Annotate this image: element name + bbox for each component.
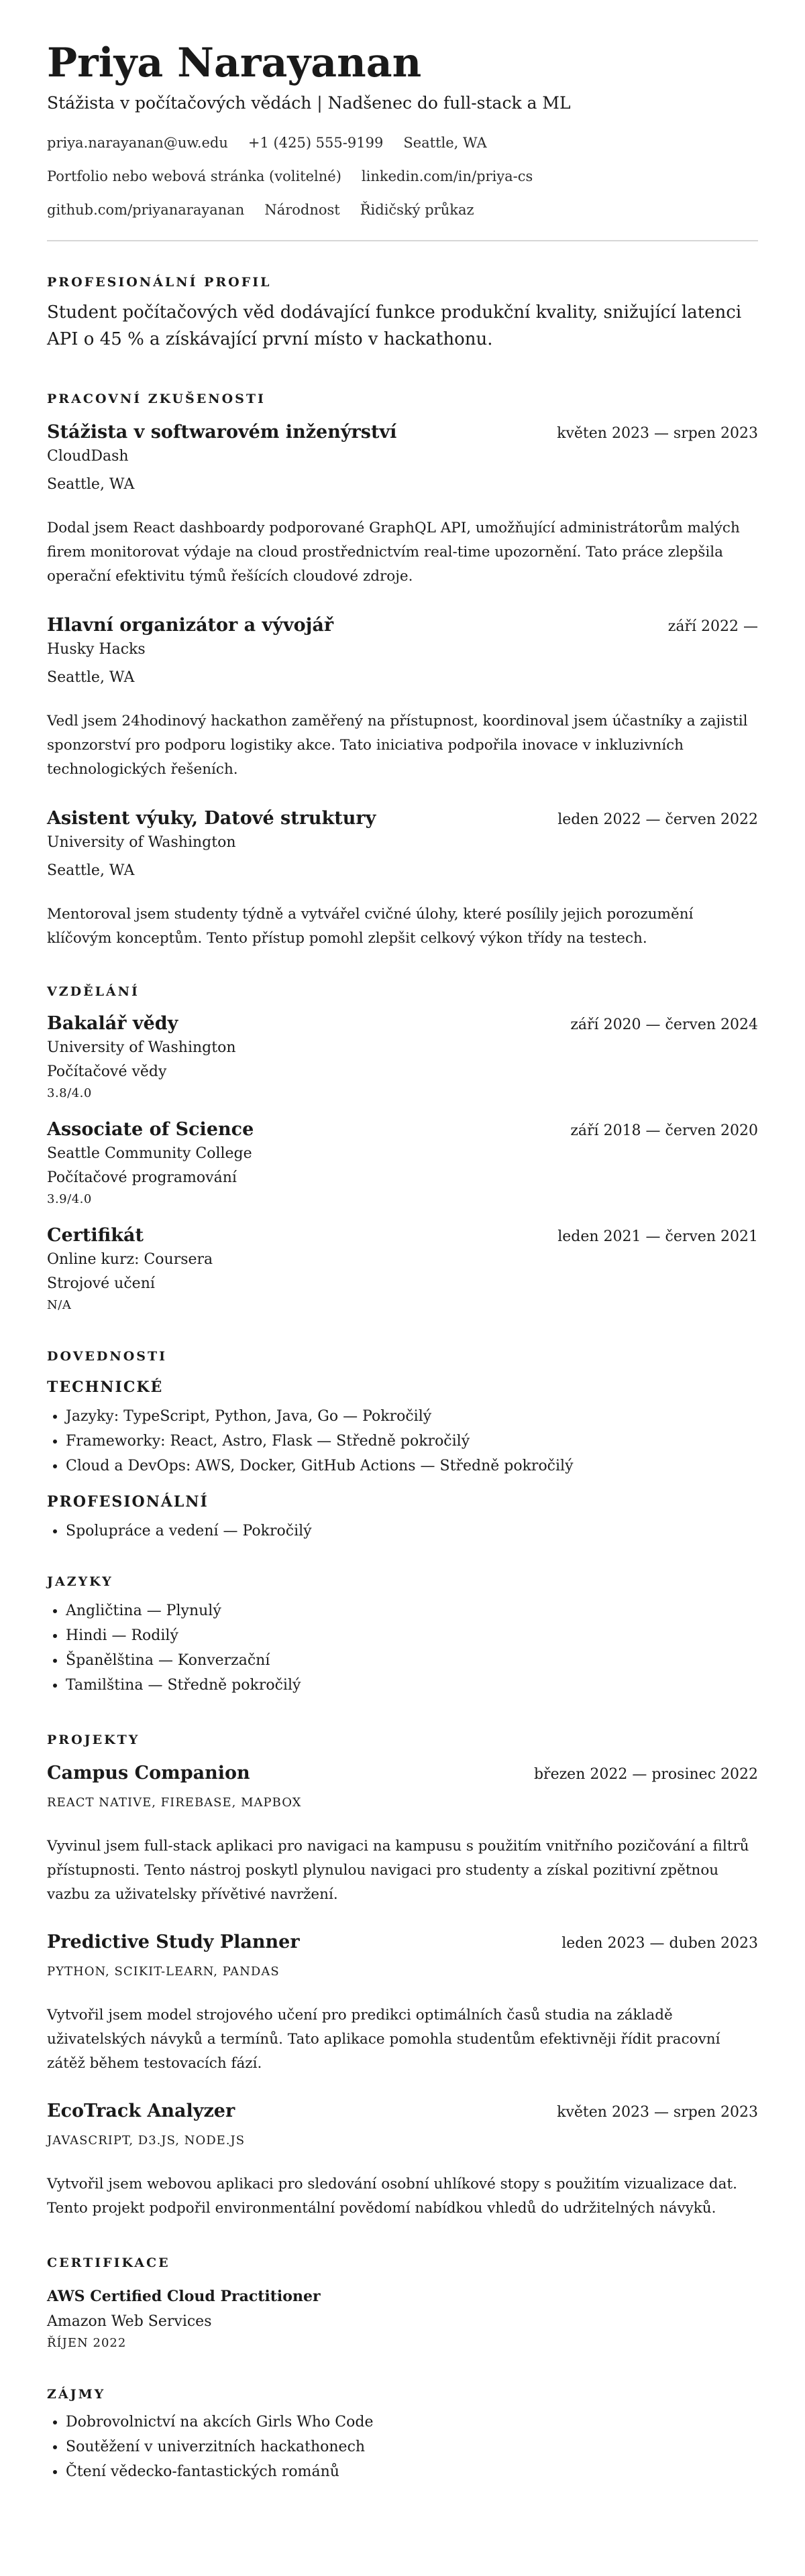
section-title-certifications: CERTIFIKACE bbox=[47, 2256, 170, 2270]
contact-location: Seattle, WA bbox=[403, 135, 487, 151]
project-entry-header bbox=[47, 2100, 758, 2124]
candidate-tagline: Stážista v počítačových vědách | Nadšenec do full-stack a ML bbox=[47, 93, 571, 113]
contact-line-3 bbox=[47, 198, 758, 221]
resume-header bbox=[47, 39, 758, 221]
skills-professional-heading: PROFESIONÁLNÍ bbox=[47, 1493, 209, 1511]
list-item: • Čtení vědecko-fantastických románů bbox=[66, 2459, 758, 2484]
experience-description: Mentoroval jsem studenty týdně a vytvářel cvičné úlohy, které posílily jejich porozumění klíčovým konceptům. Tento přístup pomohl zlepšit celkový výkon třídy na testech. bbox=[47, 906, 694, 947]
section-title-skills: DOVEDNOSTI bbox=[47, 1349, 168, 1364]
experience-entry bbox=[47, 807, 758, 951]
project-description: Vyvinul jsem full-stack aplikaci pro navigaci na kampusu s použitím vnitřního pozičování a filtrů přístupnosti. Tento nástroj poskytl plynulou navigaci pro studenty a získal pozitivní zpětnou vazbu za uživatelsky přívětivé navržení. bbox=[47, 1838, 749, 1903]
interests-list bbox=[47, 2410, 758, 2484]
experience-date: září 2022 — bbox=[667, 618, 758, 635]
list-item: • Dobrovolnictví na akcích Girls Who Code bbox=[66, 2410, 758, 2435]
education-entry-header bbox=[47, 1224, 758, 1248]
skills-section bbox=[47, 1349, 758, 1543]
project-tech-stack: PYTHON, SCIKIT-LEARN, PANDAS bbox=[47, 1965, 280, 1979]
list-item: • Španělština — Konverzační bbox=[66, 1648, 758, 1673]
project-description: Vytvořil jsem webovou aplikaci pro sledování osobní uhlíkové stopy s použitím vizualizace dat. Tento projekt podpořil environmentální povědomí nabídkou vhledů do udržitelných návyků. bbox=[47, 2176, 737, 2217]
profile-summary: Student počítačových věd dodávající funkce produkční kvality, snižující latenci API o 45 % a získávající první místo v hackathonu. bbox=[47, 302, 742, 349]
education-grade: 3.8/4.0 bbox=[47, 1086, 92, 1100]
education-field: Počítačové vědy bbox=[47, 1063, 167, 1080]
list-item: • Soutěžení v univerzitních hackathonech bbox=[66, 2435, 758, 2459]
skills-professional-list bbox=[47, 1519, 758, 1543]
education-grade: N/A bbox=[47, 1298, 72, 1312]
education-entry bbox=[47, 1224, 758, 1315]
project-name: Predictive Study Planner bbox=[47, 1932, 300, 1952]
contact-portfolio[interactable]: Portfolio nebo webová stránka (volitelné) bbox=[47, 168, 341, 184]
experience-entry bbox=[47, 421, 758, 589]
project-entry bbox=[47, 1931, 758, 2076]
contact-drivers-license: Řidičský průkaz bbox=[360, 202, 474, 218]
experience-role: Hlavní organizátor a vývojář bbox=[47, 615, 334, 636]
certification-date: ŘÍJEN 2022 bbox=[47, 2336, 127, 2350]
project-entry-header bbox=[47, 1762, 758, 1786]
project-name: EcoTrack Analyzer bbox=[47, 2101, 235, 2121]
experience-role: Stážista v softwarovém inženýrství bbox=[47, 422, 397, 443]
education-field: Počítačové programování bbox=[47, 1169, 237, 1186]
list-item: • Hindi — Rodilý bbox=[66, 1623, 758, 1648]
experience-description: Dodal jsem React dashboardy podporované GraphQL API, umožňující administrátorům malých firem monitorovat výdaje na cloud prostřednictvím real-time upozornění. Tato práce zlepšila operační efektivitu týmů řešících cloudové zdroje. bbox=[47, 520, 740, 585]
contact-github[interactable]: github.com/priyanarayanan bbox=[47, 202, 245, 218]
section-title-projects: PROJEKTY bbox=[47, 1733, 140, 1747]
education-date: leden 2021 — červen 2021 bbox=[557, 1228, 758, 1245]
education-degree: Certifikát bbox=[47, 1225, 144, 1246]
education-entry bbox=[47, 1012, 758, 1104]
list-item: • Tamilština — Středně pokročilý bbox=[66, 1673, 758, 1698]
certification-name: AWS Certified Cloud Practitioner bbox=[47, 2288, 321, 2305]
project-description: Vytvořil jsem model strojového učení pro predikci optimálních časů studia na základě uživatelských návyků a termínů. Tato aplikace pomohla studentům efektivněji řídit pracovní zátěž během testovacích fází. bbox=[47, 2007, 720, 2072]
contact-linkedin[interactable]: linkedin.com/in/priya-cs bbox=[361, 168, 533, 184]
experience-company: University of Washington bbox=[47, 834, 236, 851]
contact-nationality: Národnost bbox=[264, 202, 340, 218]
experience-entry-header bbox=[47, 807, 758, 831]
skills-technical-heading: TECHNICKÉ bbox=[47, 1379, 164, 1396]
candidate-name: Priya Narayanan bbox=[47, 40, 422, 86]
project-date: květen 2023 — srpen 2023 bbox=[557, 2104, 758, 2121]
experience-role: Asistent výuky, Datové struktury bbox=[47, 808, 376, 829]
contact-line-1 bbox=[47, 131, 758, 154]
experience-section bbox=[47, 392, 758, 951]
section-title-profile: PROFESIONÁLNÍ PROFIL bbox=[47, 275, 272, 290]
languages-list bbox=[47, 1598, 758, 1698]
contact-email[interactable]: priya.narayanan@uw.edu bbox=[47, 135, 228, 151]
project-date: leden 2023 — duben 2023 bbox=[561, 1935, 758, 1952]
certification-entry bbox=[47, 2285, 758, 2353]
project-tech-stack: REACT NATIVE, FIREBASE, MAPBOX bbox=[47, 1796, 302, 1810]
certification-issuer: Amazon Web Services bbox=[47, 2313, 212, 2330]
education-degree: Bakalář vědy bbox=[47, 1013, 178, 1034]
list-item: • Cloud a DevOps: AWS, Docker, GitHub Actions — Středně pokročilý bbox=[66, 1454, 758, 1478]
certifications-section bbox=[47, 2256, 758, 2353]
experience-location: Seattle, WA bbox=[47, 862, 135, 879]
education-school: Online kurz: Coursera bbox=[47, 1251, 213, 1268]
education-entry-header bbox=[47, 1012, 758, 1037]
project-entry-header bbox=[47, 1931, 758, 1955]
experience-company: CloudDash bbox=[47, 448, 129, 465]
contact-line-2 bbox=[47, 165, 758, 188]
project-tech-stack: JAVASCRIPT, D3.JS, NODE.JS bbox=[47, 2133, 246, 2148]
experience-entry bbox=[47, 614, 758, 782]
education-date: září 2018 — červen 2020 bbox=[570, 1122, 758, 1139]
education-field: Strojové učení bbox=[47, 1275, 155, 1292]
experience-company: Husky Hacks bbox=[47, 641, 146, 658]
list-item: • Frameworky: React, Astro, Flask — Středně pokročilý bbox=[66, 1429, 758, 1454]
education-school: Seattle Community College bbox=[47, 1145, 252, 1162]
experience-date: květen 2023 — srpen 2023 bbox=[557, 425, 758, 442]
education-entry bbox=[47, 1118, 758, 1210]
experience-description: Vedl jsem 24hodinový hackathon zaměřený na přístupnost, koordinoval jsem účastníky a zajistil sponzorství pro podporu logistiky akce. Tato iniciativa podpořila inovace v inkluzivních technologických řešeních. bbox=[47, 713, 748, 778]
languages-section bbox=[47, 1574, 758, 1698]
projects-section bbox=[47, 1733, 758, 2221]
profile-section bbox=[47, 275, 758, 353]
project-name: Campus Companion bbox=[47, 1763, 250, 1783]
education-section bbox=[47, 984, 758, 1315]
section-title-interests: ZÁJMY bbox=[47, 2387, 106, 2402]
list-item: • Angličtina — Plynulý bbox=[66, 1598, 758, 1623]
project-entry bbox=[47, 2100, 758, 2221]
experience-location: Seattle, WA bbox=[47, 669, 135, 686]
skills-technical-list bbox=[47, 1404, 758, 1478]
list-item: • Spolupráce a vedení — Pokročilý bbox=[66, 1519, 758, 1543]
education-degree: Associate of Science bbox=[47, 1119, 254, 1140]
education-entry-header bbox=[47, 1118, 758, 1143]
experience-date: leden 2022 — červen 2022 bbox=[557, 811, 758, 828]
experience-entry-header bbox=[47, 614, 758, 638]
experience-location: Seattle, WA bbox=[47, 476, 135, 493]
project-date: březen 2022 — prosinec 2022 bbox=[533, 1766, 758, 1783]
education-grade: 3.9/4.0 bbox=[47, 1192, 92, 1206]
list-item: • Jazyky: TypeScript, Python, Java, Go — Pokročilý bbox=[66, 1404, 758, 1429]
section-title-experience: PRACOVNÍ ZKUŠENOSTI bbox=[47, 392, 266, 406]
interests-section bbox=[47, 2387, 758, 2484]
education-school: University of Washington bbox=[47, 1039, 236, 1056]
project-entry bbox=[47, 1762, 758, 1907]
header-divider bbox=[47, 240, 758, 241]
section-title-education: VZDĚLÁNÍ bbox=[47, 984, 140, 999]
contact-phone[interactable]: +1 (425) 555-9199 bbox=[248, 135, 384, 151]
section-title-languages: JAZYKY bbox=[47, 1574, 113, 1589]
education-date: září 2020 — červen 2024 bbox=[570, 1016, 758, 1033]
experience-entry-header bbox=[47, 421, 758, 445]
